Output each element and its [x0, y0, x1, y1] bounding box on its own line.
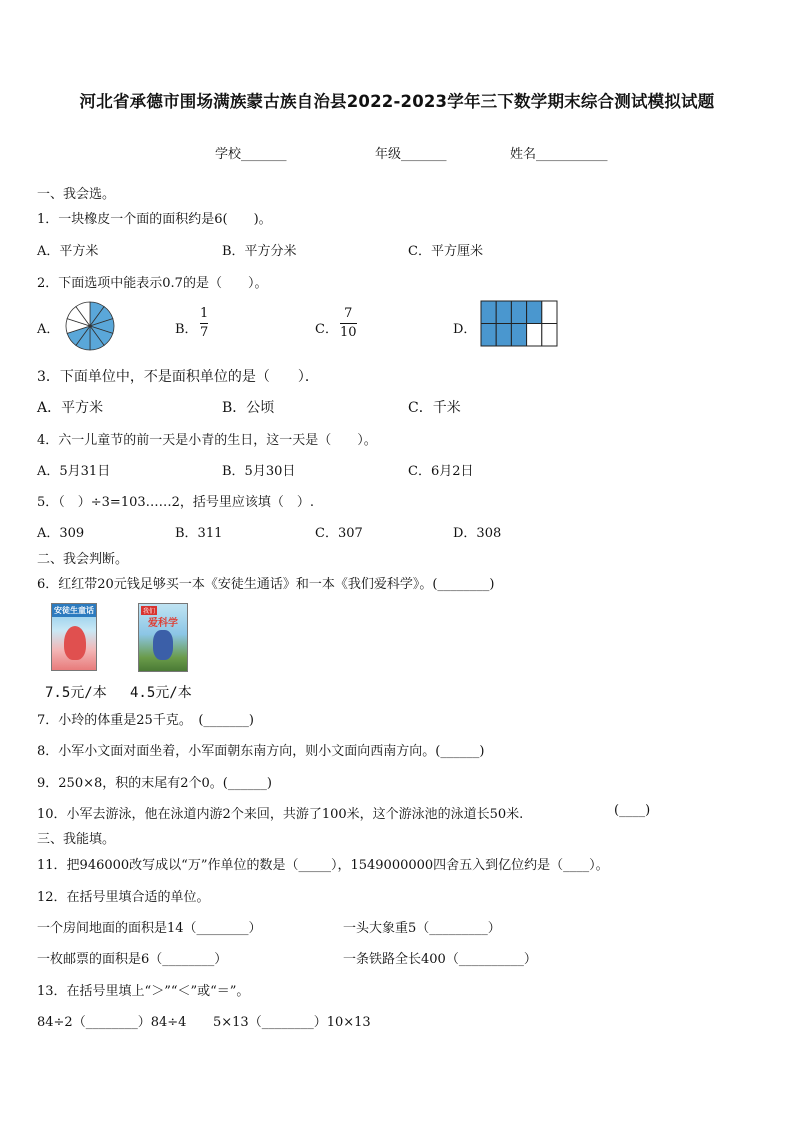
question-8: 8．小军小文面对面坐着，小军面朝东南方向，则小文面向西南方向。(______) [37, 744, 485, 759]
question-7: 7．小玲的体重是25千克。 (_______) [37, 713, 254, 728]
grade-field: 年级_______ [375, 147, 447, 162]
grid-cell [527, 301, 542, 324]
q5-option-a: A．309 [37, 526, 85, 541]
fraction-denominator: 7 [200, 325, 209, 340]
q5-option-d: D．308 [453, 526, 502, 541]
question-1: 1．一块橡皮一个面的面积约是6( )。 [37, 212, 272, 227]
question-13: 13．在括号里填上“＞”“＜”或“＝”。 [37, 984, 250, 999]
fraction-denominator: 10 [340, 325, 357, 340]
q3-option-a: A．平方米 [37, 400, 104, 416]
grid-cell [481, 324, 496, 347]
fraction-numerator: 1 [200, 306, 209, 321]
q2-option-a: A． [37, 322, 60, 337]
q2-pie-figure [64, 300, 116, 352]
q5-option-b: B．311 [175, 526, 223, 541]
grid-cell [542, 301, 557, 324]
q4-option-b: B．5月30日 [222, 464, 296, 479]
heart-icon [64, 626, 86, 660]
section-3-heading: 三、我能填。 [37, 832, 116, 847]
q12-item-elephant: 一头大象重5（_________） [343, 921, 501, 936]
grid-cell [542, 324, 557, 347]
name-field: 姓名___________ [510, 147, 608, 162]
school-field: 学校_______ [215, 147, 287, 162]
q13-expression-2: 5×13（________）10×13 [213, 1015, 371, 1030]
question-9: 9．250×8，积的末尾有2个0。(______) [37, 776, 272, 791]
section-1-heading: 一、我会选。 [37, 187, 116, 202]
q1-option-a: A．平方米 [37, 244, 99, 259]
q12-item-stamp: 一枚邮票的面积是6（________） [37, 952, 228, 967]
question-2: 2．下面选项中能表示0.7的是（ ）。 [37, 276, 268, 291]
character-icon [153, 630, 173, 660]
q2-fraction-b [200, 307, 208, 340]
question-10: 10．小军去游泳，他在泳道内游2个来回，共游了100米，这个游泳池的泳道长50米. [37, 807, 524, 822]
q1-option-b: B．平方分米 [222, 244, 297, 259]
q1-option-c: C．平方厘米 [408, 244, 483, 259]
price-book-1: 7.5元/本 [45, 685, 107, 701]
grid-cell [511, 324, 526, 347]
q12-item-railway: 一条铁路全长400（__________） [343, 952, 537, 967]
grid-cell [511, 301, 526, 324]
grid-cell [481, 301, 496, 324]
grid-cell [527, 324, 542, 347]
question-12: 12．在括号里填合适的单位。 [37, 890, 210, 905]
q4-option-a: A．5月31日 [37, 464, 111, 479]
q4-option-c: C．6月2日 [408, 464, 474, 479]
section-2-heading: 二、我会判断。 [37, 552, 129, 567]
fraction-numerator: 7 [344, 306, 353, 321]
page-title: 河北省承德市围场满族蒙古族自治县2022-2023学年三下数学期末综合测试模拟试题 [79, 92, 715, 111]
q2-option-d: D． [453, 322, 477, 337]
question-5: 5．（ ）÷3=103……2，括号里应该填（ ）. [37, 495, 315, 510]
q13-expression-1: 84÷2（________）84÷4 [37, 1015, 187, 1030]
q3-option-c: C．千米 [408, 400, 461, 416]
question-6: 6．红红带20元钱足够买一本《安徒生通话》和一本《我们爱科学》。(________) [37, 577, 495, 592]
q12-item-room: 一个房间地面的面积是14（________） [37, 921, 262, 936]
q2-grid-figure [480, 300, 558, 347]
book-cover-title: 爱科学 [148, 618, 178, 629]
book-cover-subtitle: 我们 [142, 608, 155, 615]
question-4: 4．六一儿童节的前一天是小青的生日，这一天是（ ）。 [37, 433, 377, 448]
q2-option-c: C． [315, 322, 338, 337]
grid-cell [496, 324, 511, 347]
book-cover-title: 安徒生童话 [54, 606, 94, 615]
q10-answer-blank: (____) [614, 803, 651, 818]
q5-option-c: C．307 [315, 526, 363, 541]
q2-option-b: B． [175, 322, 198, 337]
q2-fraction-c [340, 307, 357, 340]
question-11: 11．把946000改写成以“万”作单位的数是（_____），1549000000四舍五入到亿位约是（____）。 [37, 858, 609, 873]
price-book-2: 4.5元/本 [130, 685, 192, 701]
book-cover-science [138, 603, 188, 672]
q3-option-b: B．公顷 [222, 400, 275, 416]
grid-cell [496, 301, 511, 324]
question-3: 3．下面单位中，不是面积单位的是（ ）． [37, 369, 319, 385]
book-cover-andersen [51, 603, 97, 671]
